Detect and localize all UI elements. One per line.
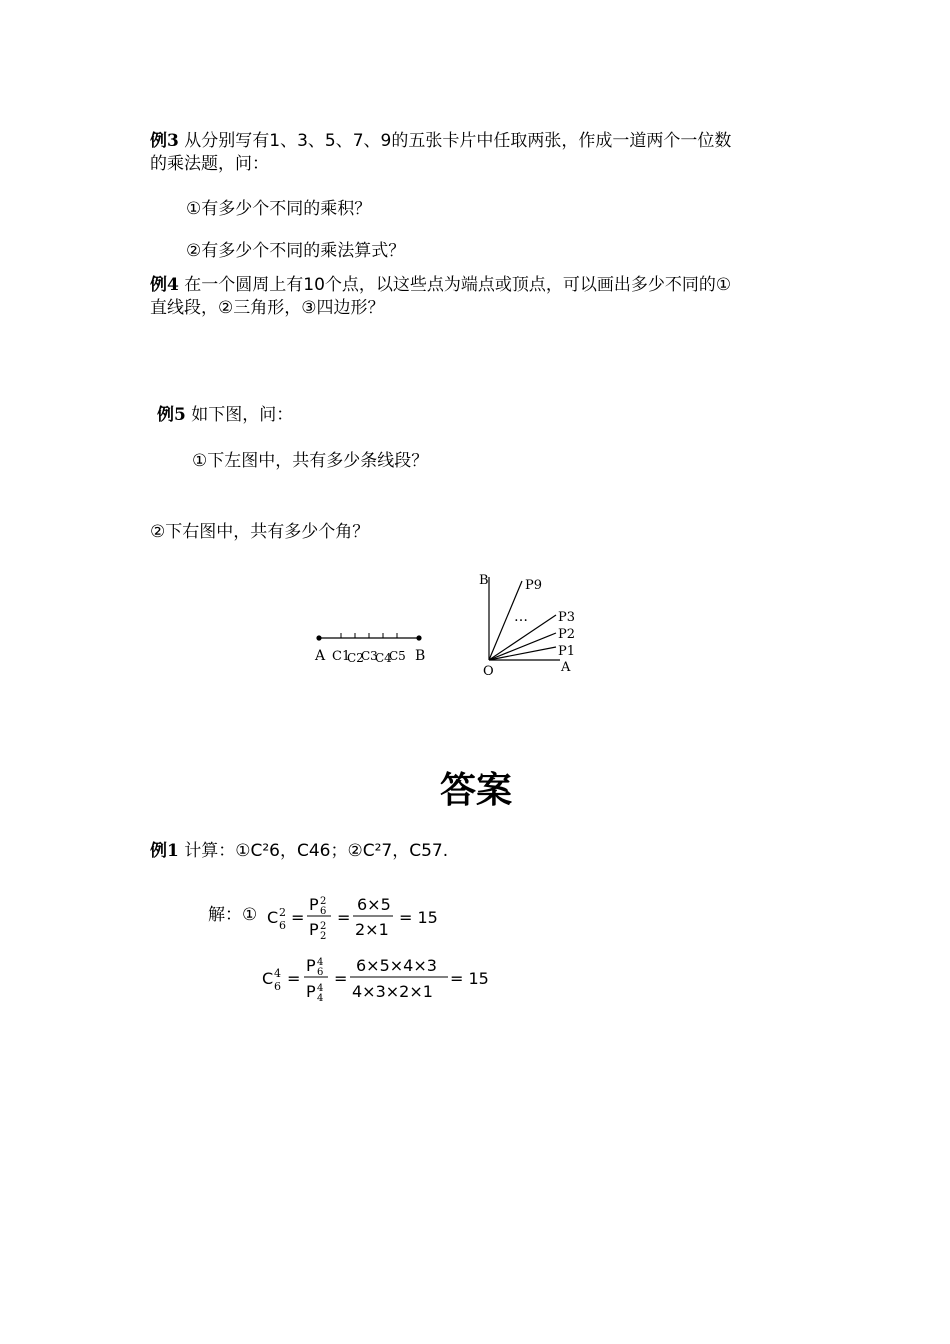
label-c1: C1 [332,649,351,664]
example-5-label: 例5 [157,405,186,425]
example-4-line-2: 直线段，②三角形，③四边形？ [150,298,385,318]
svg-text:6: 6 [320,906,327,917]
label-c3: C3 [361,649,378,663]
formula-2-graphic [262,954,502,1006]
svg-text:2: 2 [320,896,327,907]
example-5-line [157,404,293,426]
svg-text:=: = [291,908,305,927]
svg-text:=: = [337,908,351,927]
label-a: A [561,660,571,675]
svg-text:= 15: = 15 [399,908,438,927]
label-p3: P3 [558,610,576,625]
svg-text:2: 2 [320,931,327,942]
svg-text:=: = [287,969,301,988]
svg-text:=: = [334,969,348,988]
ellipsis: … [514,609,528,625]
label-b: B [479,573,489,588]
label-c5: C5 [389,649,406,663]
label-p2: P2 [558,627,576,642]
svg-text:4: 4 [274,967,281,980]
svg-text:2×1: 2×1 [355,920,389,939]
formula-1-graphic [267,893,467,943]
label-c2: C2 [347,651,364,665]
svg-text:6: 6 [317,967,324,978]
svg-text:2: 2 [279,906,286,919]
example-3-question-1: ①有多少个不同的乘积？ [186,199,372,219]
endpoint-a [316,635,321,640]
answer-example-1-line [150,840,448,862]
svg-text:P: P [309,920,319,939]
label-b: B [415,648,426,664]
svg-text:C: C [267,908,279,927]
example-3-label: 例3 [150,131,179,151]
example-5-intro: 如下图，问： [191,405,294,425]
answers-title: 答案 [440,770,513,811]
svg-text:P: P [306,982,316,1001]
svg-text:P: P [306,956,316,975]
example-3-text-1: 从分别写有1、3、5、7、9的五张卡片中任取两张，作成一道两个一位数 [184,131,732,151]
example-3-line-2: 的乘法题，问： [150,154,269,174]
svg-text:6: 6 [274,980,281,993]
segment-figure [305,620,435,672]
solution-prefix: 解：① [208,905,258,925]
svg-text:= 15: = 15 [450,969,489,988]
example-4-line-1 [150,274,731,296]
label-c4: C4 [375,651,392,665]
svg-text:6: 6 [279,919,286,932]
svg-text:2: 2 [320,921,327,932]
example-4-text-1: 在一个圆周上有10个点，以这些点为端点或顶点，可以画出多少不同的① [184,275,732,295]
formula-1 [267,893,467,949]
example-3-question-2: ②有多少个不同的乘法算式？ [186,241,406,261]
svg-text:4: 4 [317,993,324,1004]
svg-text:6×5×4×3: 6×5×4×3 [356,956,437,975]
answer-example-1-label: 例1 [150,841,179,861]
label-p9: P9 [525,578,543,593]
label-o: O [483,664,494,679]
angle-figure [470,565,590,680]
answer-example-1-text: 计算：①C²6，C46；②C²7，C57. [184,841,449,861]
example-5-question-2: ②下右图中，共有多少个角？ [150,522,370,542]
example-3-line-1 [150,130,731,152]
svg-text:P: P [309,895,319,914]
label-p1: P1 [558,644,576,659]
example-4-label: 例4 [150,275,179,295]
svg-text:4: 4 [317,983,324,994]
svg-text:6×5: 6×5 [357,895,391,914]
label-a: A [315,648,326,664]
endpoint-b [416,635,421,640]
svg-text:C: C [262,969,274,988]
svg-text:4: 4 [317,957,324,968]
formula-2 [262,954,502,1012]
svg-text:4×3×2×1: 4×3×2×1 [352,982,433,1001]
example-5-question-1: ①下左图中，共有多少条线段？ [192,451,429,471]
